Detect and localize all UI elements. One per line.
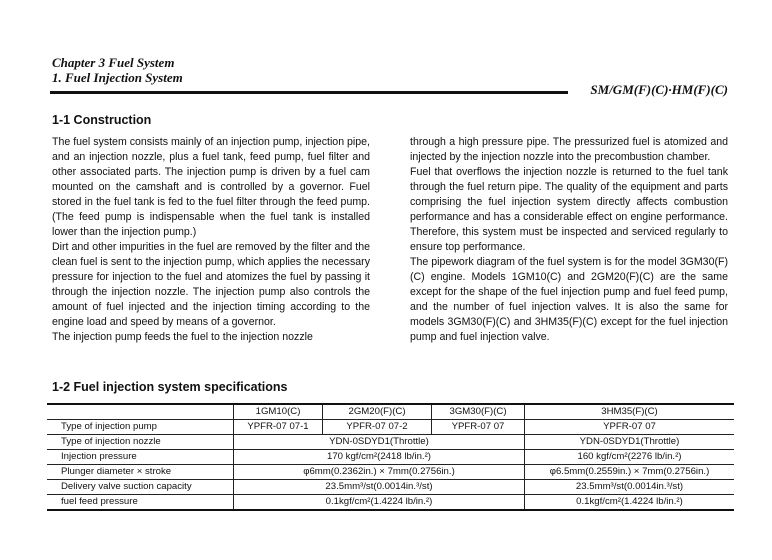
paragraph: The pipework diagram of the fuel system is for the model 3GM30(F)(C) engine. Models 1GM10(C) and 2GM20(F)(C) are the same except for the shape of the fuel injection pump and fuel feed pump, and the number of fuel injection valves. It is also the same for models 3GM30(F)(C) and 3HM35(F)(C) except for the fuel injection pump and fuel injection valve. <box>410 256 728 343</box>
row-label: Delivery valve suction capacity <box>47 480 234 495</box>
paragraph: The fuel system consists mainly of an injection pump, injection pipe, and an injection nozzle, plus a fuel tank, feed pump, fuel filter and other associated parts. The injection pump is driven by a fuel cam mounted on the camshaft and is controlled by a governor. Fuel stored in the fuel tank is fed to the fuel filter through the feed pump. (The feed pump is indispensable when the fuel tank is installed lower than the injection pump.) <box>52 136 370 238</box>
table-cell: 23.5mm³/st(0.0014in.³/st) <box>234 480 525 495</box>
table-row <box>47 495 734 511</box>
table-cell: φ6.5mm(0.2559in.) × 7mm(0.2756in.) <box>525 465 735 480</box>
chapter-header <box>52 55 183 85</box>
table-cell: YPFR-07 07 <box>432 420 525 435</box>
table-row <box>47 480 734 495</box>
paragraph: Dirt and other impurities in the fuel are removed by the filter and the clean fuel is sent to the injection pump, which applies the necessary pressure for injection to the fuel and atomizes the fuel by passing it through the injection nozzle. The injection pump also controls the amount of fuel injected and the injection timing according to the engine load and speed by means of a governor. <box>52 241 370 328</box>
model-3gm30: 3GM30(F)(C) <box>432 404 525 420</box>
table-cell: 170 kgf/cm²(2418 lb/in.²) <box>234 450 525 465</box>
paragraph: through a high pressure pipe. The pressurized fuel is atomized and injected by the injection nozzle into the precombustion chamber. <box>410 136 728 163</box>
table-cell <box>47 404 234 420</box>
row-label: fuel feed pressure <box>47 495 234 511</box>
table-cell: 0.1kgf/cm²(1.4224 lb/in.²) <box>234 495 525 511</box>
paragraph: The injection pump feeds the fuel to the injection nozzle <box>52 331 313 343</box>
table-cell: YDN-0SDYD1(Throttle) <box>525 435 735 450</box>
table-cell: 160 kgf/cm²(2276 lb/in.²) <box>525 450 735 465</box>
table-row <box>47 420 734 435</box>
model-3hm35: 3HM35(F)(C) <box>525 404 735 420</box>
table-row <box>47 435 734 450</box>
model-2gm20: 2GM20(F)(C) <box>323 404 432 420</box>
table-row <box>47 450 734 465</box>
table-cell: 23.5mm³/st(0.0014in.³/st) <box>525 480 735 495</box>
table-cell: φ6mm(0.2362in.) × 7mm(0.2756in.) <box>234 465 525 480</box>
table-header-row <box>47 404 734 420</box>
construction-right-column <box>410 135 728 345</box>
row-label: Plunger diameter × stroke <box>47 465 234 480</box>
header-rule <box>50 91 568 94</box>
model-code: SM/GM(F)(C)·HM(F)(C) <box>590 82 728 97</box>
specifications-heading: 1-2 Fuel injection system specifications <box>52 380 288 394</box>
table-row <box>47 465 734 480</box>
chapter-title: Chapter 3 Fuel System <box>52 55 175 70</box>
row-label: Type of injection pump <box>47 420 234 435</box>
table-cell: YPFR-07 07-2 <box>323 420 432 435</box>
table-cell: YPFR-07 07 <box>525 420 735 435</box>
row-label: Type of injection nozzle <box>47 435 234 450</box>
section-title: 1. Fuel Injection System <box>52 70 183 85</box>
table-cell: YDN-0SDYD1(Throttle) <box>234 435 525 450</box>
paragraph: Fuel that overflows the injection nozzle is returned to the fuel tank through the fuel return pipe. The quality of the equipment and parts comprising the fuel injection system directly affects combustion performance and has a considerable effect on engine performance. Therefore, this system must be inspected and serviced regularly to ensure top performance. <box>410 166 728 253</box>
construction-left-column <box>52 135 370 345</box>
row-label: Injection pressure <box>47 450 234 465</box>
specifications-table <box>47 403 734 511</box>
table-cell: 0.1kgf/cm²(1.4224 lb/in.²) <box>525 495 735 511</box>
table-cell: YPFR-07 07-1 <box>234 420 323 435</box>
model-1gm10: 1GM10(C) <box>234 404 323 420</box>
construction-heading: 1-1 Construction <box>52 113 152 127</box>
